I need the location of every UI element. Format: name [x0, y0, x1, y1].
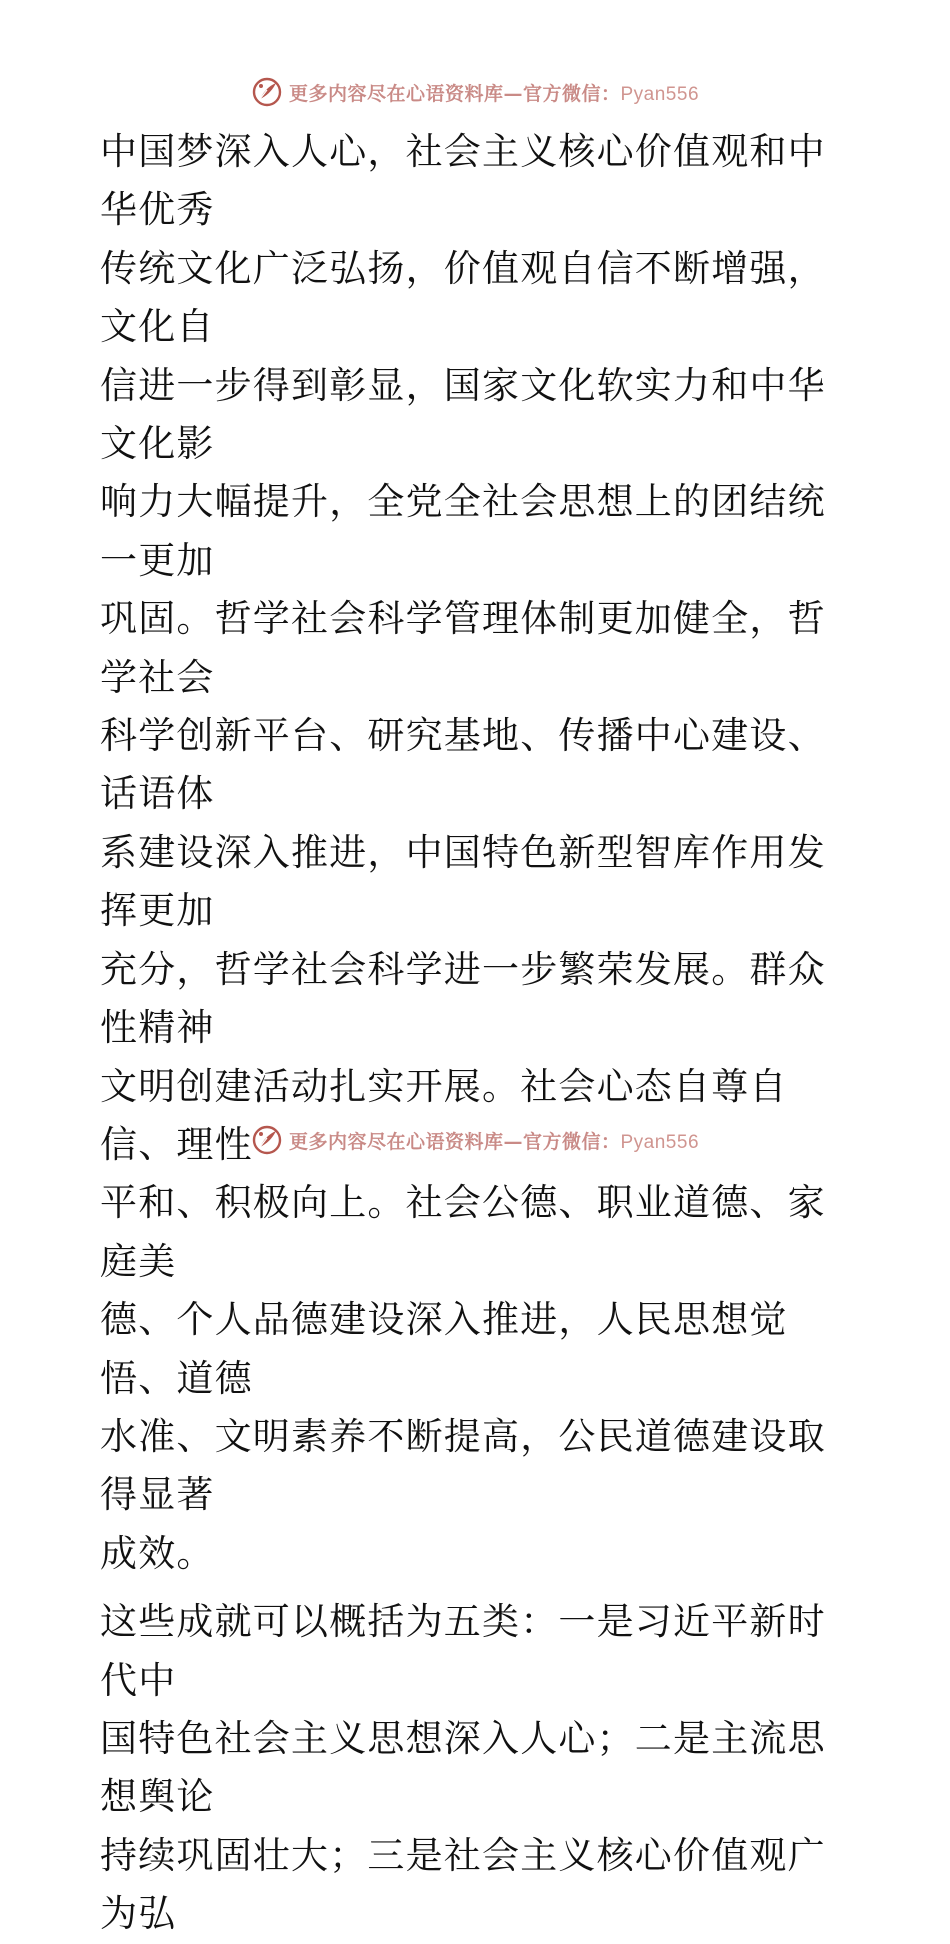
watermark-text	[289, 79, 699, 106]
watermark-text	[289, 1127, 699, 1154]
header-watermark	[0, 72, 950, 112]
paragraph-2: 这些成就可以概括为五类：一是习近平新时代中 国特色社会主义思想深入人心；二是主流思想舆论 持续巩固壮大；三是社会主义核心价值观广为弘	[100, 1600, 826, 1936]
feather-pen-logo-icon	[251, 1124, 283, 1156]
paragraph-1: 中国梦深入人心，社会主义核心价值观和中华优秀 传统文化广泛弘扬，价值观自信不断增强，文化自 信进一步得到彰显，国家文化软实力和中华文化影 响力大幅提升，全党全社会思想上的团结统一更加 巩固。哲学社会科学管理体制更加健全，哲学社会 科学创新平台、研究基地、传播中心建设、话语体 系建设深入推进，中国特色新型智库作用发挥更加 充分，哲学社会科学进一步繁荣发展。群众性精神 文明创建活动扎实开展。社会心态自尊自信、理性 平和、积极向上。社会公德、职业道德、家庭美 德、个人品德建设深入推进，人民思想觉悟、道德 水准、文明素养不断提高，公民道德建设取得显著 成效。	[100, 130, 826, 1575]
feather-pen-logo-icon	[251, 76, 283, 108]
watermark-wechat-id: Pyan556	[620, 1131, 700, 1153]
watermark-cn-text: 更多内容尽在心语资料库—官方微信：	[288, 82, 621, 105]
footer-watermark	[0, 1120, 950, 1160]
document-body	[100, 123, 860, 1944]
watermark-wechat-id: Pyan556	[620, 83, 700, 105]
watermark-cn-text: 更多内容尽在心语资料库—官方微信：	[288, 1130, 621, 1153]
